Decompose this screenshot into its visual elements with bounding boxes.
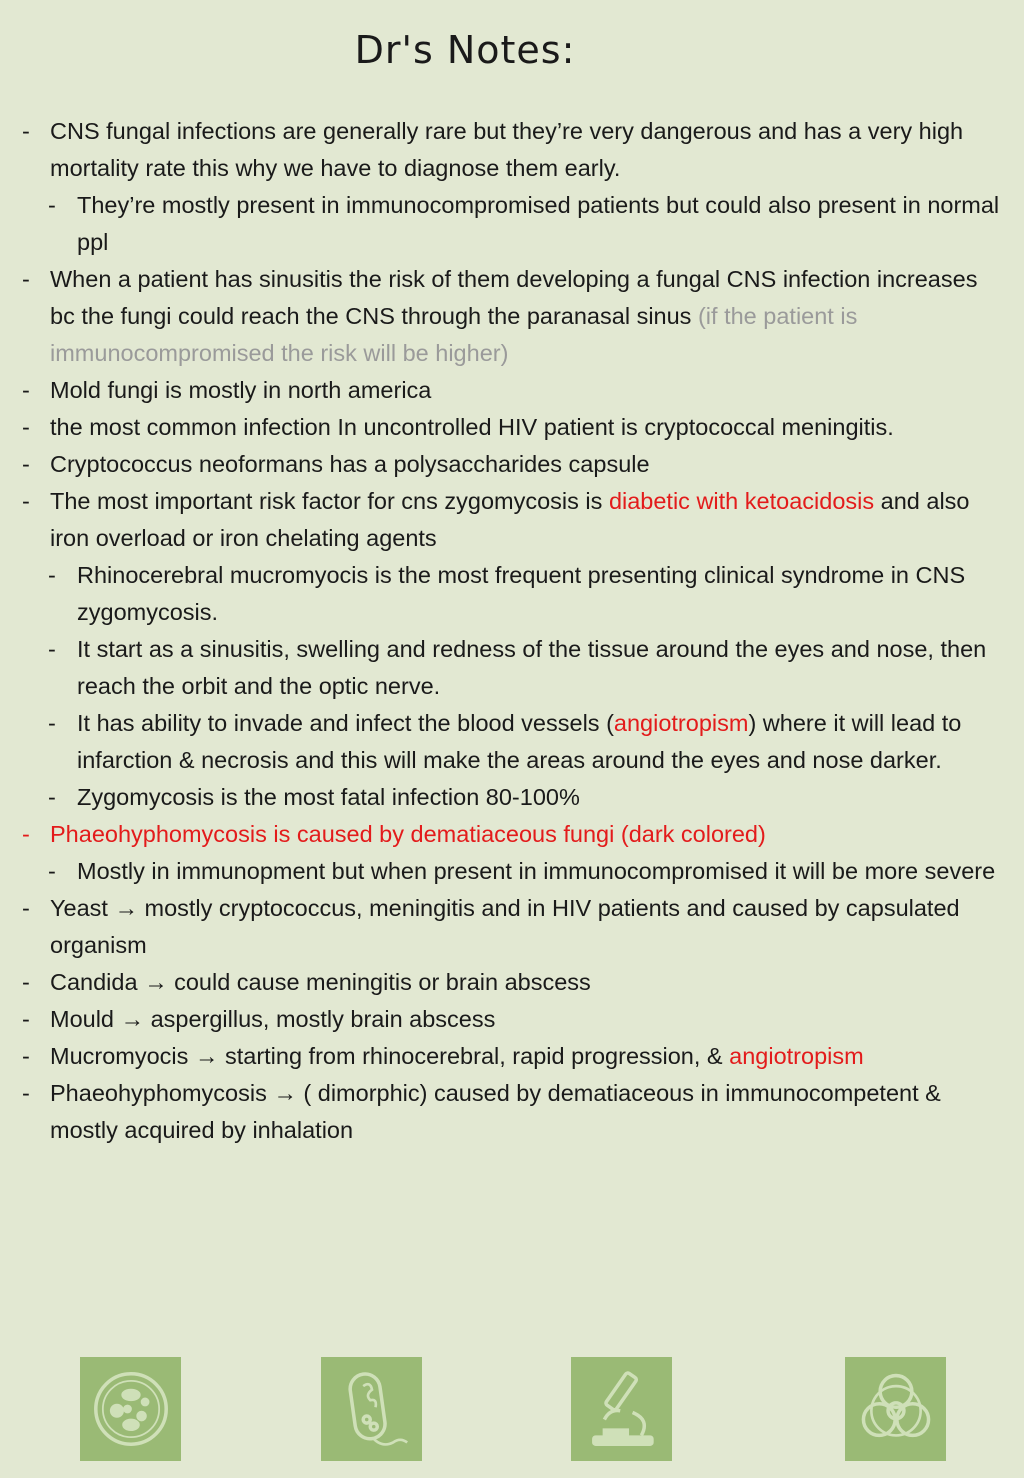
bullet-item [0, 1001, 1024, 1038]
note-text: Yeast → mostly cryptococcus, meningitis and in HIV patients and caused by capsulated organism [50, 895, 960, 958]
note-text: When a patient has sinusitis the risk of them developing a fungal CNS infection increases bc the fungi could reach the CNS through the paranasal sinus [50, 266, 978, 329]
highlight-text: diabetic with ketoacidosis [608, 488, 875, 514]
highlight-text: angiotropism [729, 1043, 864, 1069]
bullet-dash: - [22, 488, 30, 514]
bullet-item [0, 890, 1024, 964]
sub-bullet-item [0, 779, 1024, 816]
bullet-dash: - [22, 1043, 30, 1069]
bullet-dash: - [22, 969, 30, 995]
note-text: Mostly in immunopment but when present in immunocompromised it will be more severe [77, 858, 996, 884]
sub-bullet-item [0, 187, 1024, 261]
bullet-dash: - [22, 821, 30, 847]
bullet-item [0, 261, 1024, 372]
bullet-item [0, 816, 1024, 853]
bullet-item [0, 446, 1024, 483]
sub-bullet-item [0, 853, 1024, 890]
bullet-dash: - [48, 562, 56, 588]
bullet-item [0, 409, 1024, 446]
bullet-item [0, 483, 1024, 557]
bullet-dash: - [48, 192, 56, 218]
sub-bullet-item [0, 557, 1024, 631]
biohazard-icon [845, 1357, 946, 1461]
note-text: Mould → aspergillus, mostly brain abscess [50, 1006, 496, 1032]
note-text: Candida → could cause meningitis or brain abscess [50, 969, 591, 995]
bullet-item [0, 964, 1024, 1001]
bullet-dash: - [48, 784, 56, 810]
note-text: and also iron overload or iron chelating agents [50, 488, 970, 551]
cell-icon [80, 1357, 181, 1461]
bullet-dash: - [48, 858, 56, 884]
bullet-item [0, 1075, 1024, 1149]
note-text: Mold fungi is mostly in north america [50, 377, 432, 403]
highlight-text: angiotropism [613, 710, 749, 736]
microscope-icon [571, 1357, 672, 1461]
bullet-dash: - [22, 266, 30, 292]
highlight-text: Phaeohyphomycosis is caused by dematiaceous fungi (dark colored) [50, 821, 766, 847]
note-text: It start as a sinusitis, swelling and redness of the tissue around the eyes and nose, then reach the orbit and the optic nerve. [77, 636, 987, 699]
note-text: Rhinocerebral mucromyocis is the most frequent presenting clinical syndrome in CNS zygomycosis. [77, 562, 966, 625]
note-text: CNS fungal infections are generally rare but they’re very dangerous and has a very high mortality rate this why we have to diagnose them early. [50, 118, 964, 181]
bullet-dash: - [48, 636, 56, 662]
sub-bullet-item [0, 631, 1024, 705]
bullet-item [0, 372, 1024, 409]
bullet-dash: - [22, 1006, 30, 1032]
bullet-dash: - [22, 377, 30, 403]
bullet-dash: - [22, 118, 30, 144]
note-text: It has ability to invade and infect the blood vessels ( [77, 710, 614, 736]
bullet-dash: - [22, 451, 30, 477]
bullet-dash: - [22, 895, 30, 921]
bullet-dash: - [22, 414, 30, 440]
bullet-dash: - [22, 1080, 30, 1106]
bacteria-icon [321, 1357, 422, 1461]
note-text: The most important risk factor for cns zygomycosis is [50, 488, 609, 514]
footer-icons [0, 1357, 1024, 1467]
sub-bullet-item [0, 705, 1024, 779]
bullet-item [0, 113, 1024, 187]
notes-list [0, 113, 1024, 1149]
bullet-dash: - [48, 710, 56, 736]
page-title: Dr's Notes: [354, 28, 576, 72]
note-text: the most common infection In uncontrolled HIV patient is cryptococcal meningitis. [50, 414, 894, 440]
note-text: Phaeohyphomycosis → ( dimorphic) caused by dematiaceous in immunocompetent & mostly acquired by inhalation [50, 1080, 941, 1143]
aside-text: (if the patient is immunocompromised the risk will be higher) [50, 303, 858, 366]
note-text: They’re mostly present in immunocompromised patients but could also present in normal ppl [77, 192, 1000, 255]
note-text: Zygomycosis is the most fatal infection 80-100% [77, 784, 580, 810]
note-text: Mucromyocis → starting from rhinocerebral, rapid progression, & [50, 1043, 730, 1069]
note-text: Cryptococcus neoformans has a polysaccharides capsule [50, 451, 650, 477]
bullet-item [0, 1038, 1024, 1075]
note-text: ) where it will lead to infarction & necrosis and this will make the areas around the eyes and nose darker. [77, 710, 962, 773]
